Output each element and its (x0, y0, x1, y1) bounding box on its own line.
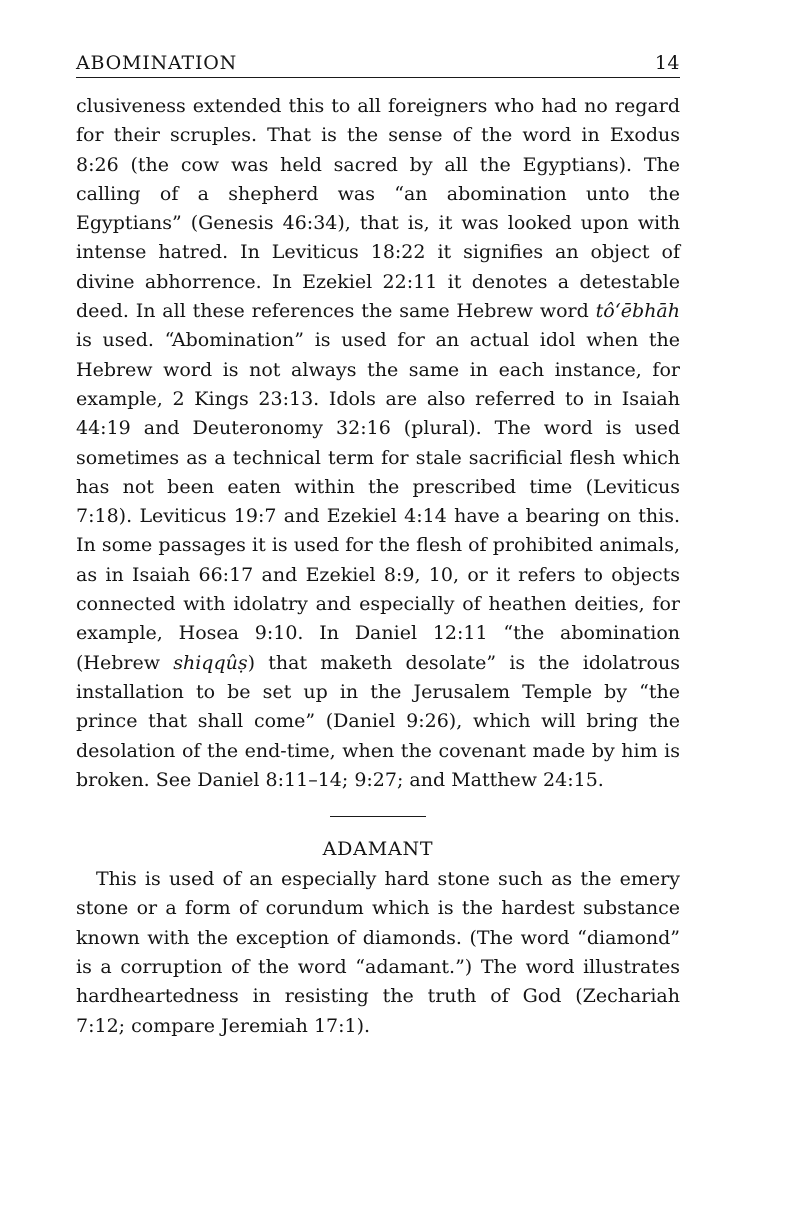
page-number: 14 (654, 52, 680, 74)
entry-divider (330, 816, 426, 817)
paragraph-text-segment: ) that maketh desolate” is the idolatrous installation to be set up in the Jerusalem Temple by “the prince that shall come” (Daniel 9:26), which will bring the desolation of the end-time, when the covenant made by him is broken. See Daniel 8:11–14; 9:27; and Matthew 24:15. (76, 651, 680, 791)
hebrew-term-toebhah: tô‘ēbhāh (595, 300, 680, 323)
body-text (76, 92, 680, 1041)
adamant-paragraph: This is used of an especially hard stone such as the emery stone or a form of corundum which is the hardest substance known with the exception of diamonds. (The word “diamond” is a corruption of the word “adamant.”) The word illustrates hardheartedness in resisting the truth of God (Zechariah 7:12; compare Jeremiah 17:1). (76, 868, 680, 1037)
book-page (76, 52, 680, 1041)
entry-heading-adamant: ADAMANT (322, 838, 434, 861)
paragraph-text-segment: is used. “Abomination” is used for an actual idol when the Hebrew word is not always the same in each instance, for example, 2 Kings 23:13. Idols are also referred to in Isaiah 44:19 and Deuteronomy 32:16 (plural). The word is used sometimes as a technical term for stale sacrificial flesh which has not been eaten within the prescribed time (Leviticus 7:18). Leviticus 19:7 and Ezekiel 4:14 have a bearing on this. In some passages it is used for the flesh of prohibited animals, as in Isaiah 66:17 and Ezekiel 8:9, 10, or it refers to objects connected with idolatry and especially of heathen deities, for example, Hosea 9:10. In Daniel 12:11 “the abomination (Hebrew (76, 329, 680, 674)
paragraph-text-segment: clusiveness extended this to all foreigners who had no regard for their scruples. That is the sense of the word in Exodus 8:26 (the cow was held sacred by all the Egyptians). The calling of a shepherd was “an abomination unto the Egyptians” (Genesis 46:34), that is, it was looked upon with intense hatred. In Leviticus 18:22 it signifies an object of divine abhorrence. In Ezekiel 22:11 it denotes a detestable deed. In all these references the same Hebrew word (76, 95, 680, 323)
abomination-continued-paragraph (76, 92, 680, 795)
running-head-title: ABOMINATION (76, 52, 238, 74)
running-head (76, 52, 680, 78)
hebrew-term-shiqqus: shiqqûṣ (173, 651, 248, 674)
